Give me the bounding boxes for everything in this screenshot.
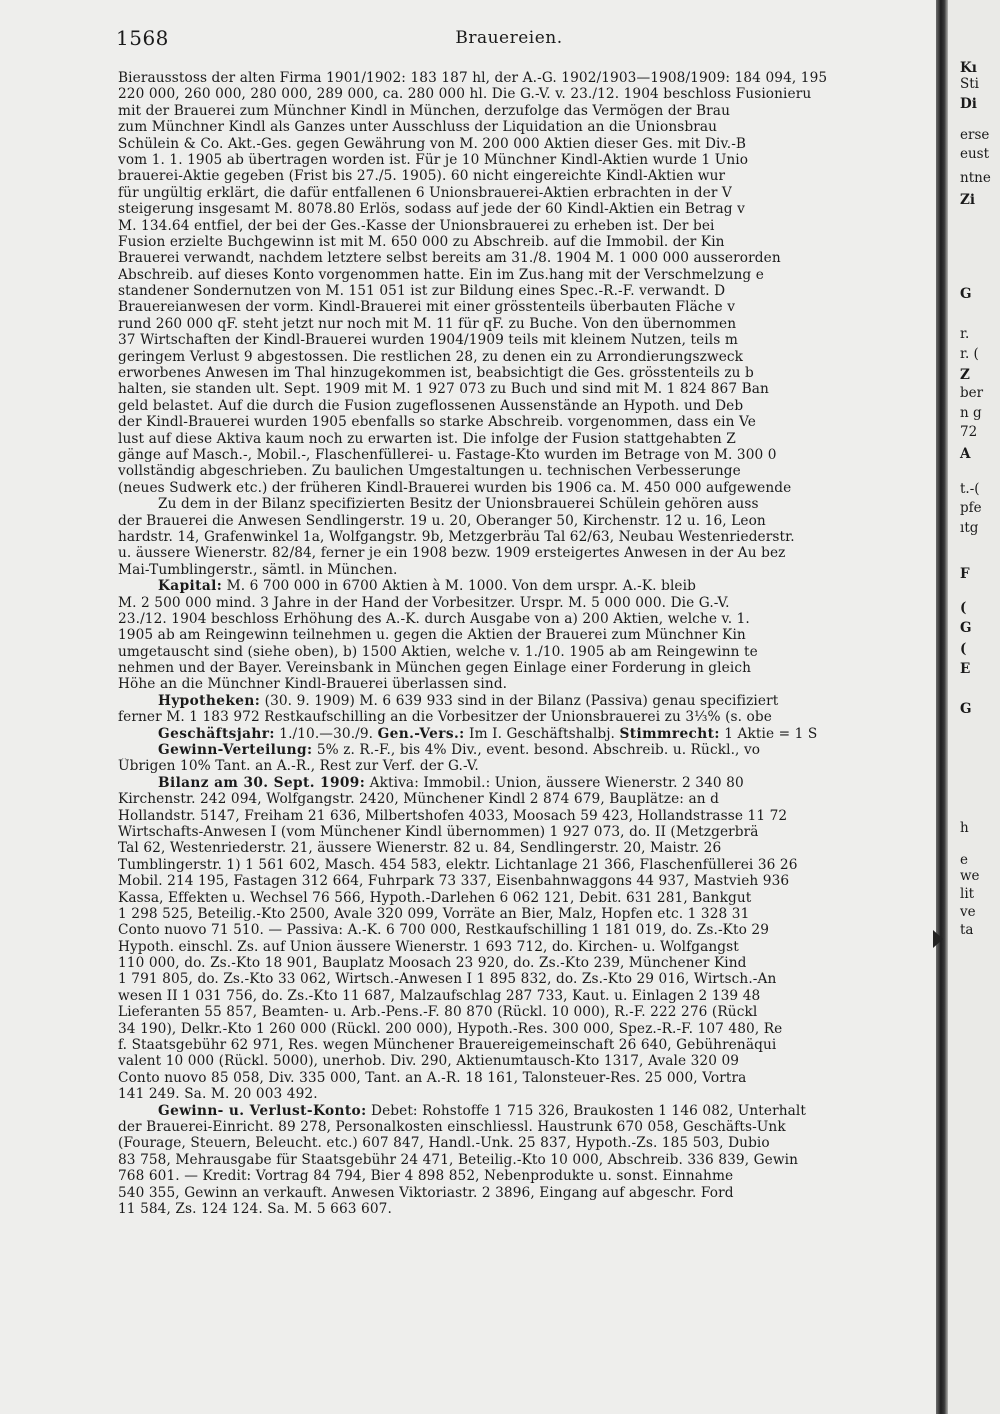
- adjacent-page-edge: [948, 0, 1000, 1414]
- line-text: Übrigen 10% Tant. an A.-R., Rest zur Verf. der G.-V.: [118, 758, 479, 775]
- text-line: [118, 906, 933, 922]
- adjacent-page-fragment: ta: [960, 922, 974, 938]
- text-line: [118, 152, 933, 168]
- line-text: valent 10 000 (Rückl. 5000), unerhob. Div. 290, Aktienumtausch-Kto 1317, Avale 320 09: [118, 1053, 740, 1070]
- text-line: [118, 316, 933, 332]
- line-text: rund 260 000 qF. steht jetzt nur noch mit M. 11 für qF. zu Buche. Von den übernommen: [118, 315, 737, 332]
- text-line: [118, 627, 933, 643]
- line-text: Mai-Tumblingerstr., sämtl. in München.: [118, 561, 398, 578]
- line-text: Tumblingerstr. 1) 1 561 602, Masch. 454 583, elektr. Lichtanlage 21 366, Flaschenfüllerei 36 26: [118, 856, 798, 873]
- adjacent-page-fragment: E: [960, 661, 971, 677]
- text-line: [118, 398, 933, 414]
- line-text: Brauereianwesen der vorm. Kindl-Brauerei mit einer grösstenteils überbauten Fläche v: [118, 299, 736, 316]
- text-line: [118, 365, 933, 381]
- text-line: [118, 1152, 933, 1168]
- adjacent-page-fragment: r. (: [960, 346, 979, 362]
- line-text: 220 000, 260 000, 280 000, 289 000, ca. 280 000 hl. Die G.-V. v. 23./12. 1904 beschloss Fusionieru: [118, 86, 812, 103]
- text-line: [118, 496, 933, 512]
- line-text: standener Sondernutzen von M. 151 051 ist zur Bildung eines Spec.-R.-F. verwandt. D: [118, 283, 726, 300]
- adjacent-page-fragment: (: [960, 641, 967, 657]
- text-line: [118, 1119, 933, 1135]
- text-line: [118, 1070, 933, 1086]
- page-header: [116, 26, 902, 50]
- text-line: [118, 513, 933, 529]
- text-line: [118, 529, 933, 545]
- section-heading: Kapital:: [158, 578, 223, 595]
- line-text: der Brauerei die Anwesen Sendlingerstr. 19 u. 20, Oberanger 50, Kirchenstr. 12 u. 16, Leon: [118, 512, 766, 529]
- section-heading: Geschäftsjahr:: [158, 725, 275, 742]
- text-line: [118, 103, 933, 119]
- line-text: Conto nuovo 85 058, Div. 335 000, Tant. an A.-R. 18 161, Talonsteuer-Res. 25 000, Vortra: [118, 1069, 747, 1086]
- line-text: Brauerei verwandt, nachdem letztere selbst bereits am 31./8. 1904 M. 1 000 000 ausserorden: [118, 250, 781, 267]
- adjacent-page-fragment: we: [960, 868, 980, 884]
- line-text: 34 190), Delkr.-Kto 1 260 000 (Rückl. 200 000), Hypoth.-Res. 300 000, Spez.-R.-F. 107 480, Re: [118, 1020, 783, 1037]
- adjacent-page-fragment: n g: [960, 405, 982, 421]
- adjacent-page-fragment: lit: [960, 886, 975, 902]
- adjacent-page-fragment: erse: [960, 127, 990, 143]
- text-line: [118, 726, 933, 742]
- line-text: Fusion erzielte Buchgewinn ist mit M. 650 000 zu Abschreib. auf die Immobil. der Kin: [118, 233, 725, 250]
- text-line: [118, 676, 933, 692]
- text-line: [118, 1168, 933, 1184]
- line-text: Lieferanten 55 857, Beamten- u. Arb.-Pens.-F. 80 870 (Rückl. 10 000), R.-F. 222 276 (Rückl: [118, 1004, 758, 1021]
- line-text: Wirtschafts-Anwesen I (vom Münchener Kindl übernommen) 1 927 073, do. II (Metzgerbrä: [118, 823, 759, 840]
- text-line: [118, 578, 933, 594]
- adjacent-page-fragment: G: [960, 701, 972, 717]
- running-title: Brauereien.: [455, 28, 563, 48]
- text-line: [118, 119, 933, 135]
- line-text: für ungültig erklärt, die dafür entfallenen 6 Unionsbrauerei-Aktien erbrachten in der V: [118, 184, 732, 201]
- adjacent-page-fragment: Kı: [960, 60, 977, 76]
- line-text: vollständig abgeschrieben. Zu baulichen Umgestaltungen u. technischen Verbesserunge: [118, 463, 741, 480]
- text-line: [118, 299, 933, 315]
- text-line: [118, 185, 933, 201]
- line-text: Kirchenstr. 242 094, Wolfgangstr. 2420, Münchener Kindl 2 874 679, Bauplätze: an d: [118, 791, 719, 808]
- text-line: [118, 939, 933, 955]
- section-heading: Gewinn-Verteilung:: [158, 742, 313, 759]
- adjacent-page-fragment: r.: [960, 326, 970, 342]
- next-page-arrow-icon: [933, 930, 943, 948]
- line-text: 1905 ab am Reingewinn teilnehmen u. gegen die Aktien der Brauerei zum Münchner Kin: [118, 627, 746, 644]
- text-line: [118, 136, 933, 152]
- text-line: [118, 1004, 933, 1020]
- section-heading: Gen.-Vers.:: [377, 725, 465, 742]
- text-line: [118, 873, 933, 889]
- adjacent-page-fragment: A: [960, 446, 971, 462]
- adjacent-page-fragment: Sti: [960, 76, 979, 92]
- text-line: [118, 463, 933, 479]
- text-line: [118, 1185, 933, 1201]
- body-text: [118, 70, 933, 1360]
- line-text: (Fourage, Steuern, Beleucht. etc.) 607 847, Handl.-Unk. 25 837, Hypoth.-Zs. 185 503, Dubio: [118, 1135, 770, 1152]
- line-text: 11 584, Zs. 124 124. Sa. M. 5 663 607.: [118, 1200, 392, 1217]
- line-text: 5% z. R.-F., bis 4% Div., event. besond. Abschreib. u. Rückl., vo: [312, 742, 761, 759]
- line-text: 37 Wirtschaften der Kindl-Brauerei wurden 1904/1909 teils mit kleinem Nutzen, teils m: [118, 332, 738, 349]
- text-line: [118, 70, 933, 86]
- adjacent-page-fragment: pfe: [960, 500, 982, 516]
- line-text: f. Staatsgebühr 62 971, Res. wegen Münchener Brauereigemeinschaft 26 640, Gebührenäqui: [118, 1037, 777, 1054]
- text-line: [118, 234, 933, 250]
- line-text: geringem Verlust 9 abgestossen. Die restlichen 28, zu denen ein zu Arrondierungszweck: [118, 348, 744, 365]
- line-text: 1 Aktie = 1 S: [719, 725, 818, 742]
- line-text: 83 758, Mehrausgabe für Staatsgebühr 24 471, Beteilig.-Kto 10 000, Abschreib. 336 839, Gewin: [118, 1151, 799, 1168]
- line-text: erworbenes Anwesen im Thal hinzugekommen ist, beabsichtigt die Ges. grösstenteils zu b: [118, 365, 754, 382]
- text-line: [118, 1086, 933, 1102]
- adjacent-page-fragment: Di: [960, 96, 977, 112]
- line-text: 768 601. — Kredit: Vortrag 84 794, Bier 4 898 852, Nebenprodukte u. sonst. Einnahme: [118, 1168, 734, 1185]
- section-heading: Stimmrecht:: [619, 725, 720, 742]
- text-line: [118, 414, 933, 430]
- text-line: [118, 890, 933, 906]
- line-text: M. 134.64 entfiel, der bei der Ges.-Kasse der Unionsbrauerei zu erheben ist. Der bei: [118, 217, 715, 234]
- text-line: [118, 988, 933, 1004]
- line-text: halten, sie standen ult. Sept. 1909 mit M. 1 927 073 zu Buch und sind mit M. 1 824 867 Ban: [118, 381, 769, 398]
- adjacent-page-fragment: e: [960, 852, 968, 868]
- text-line: [118, 168, 933, 184]
- text-line: [118, 283, 933, 299]
- adjacent-page-fragment: ıtg: [960, 520, 979, 536]
- text-line: [118, 775, 933, 791]
- text-line: [118, 480, 933, 496]
- section-heading: Gewinn- u. Verlust-Konto:: [158, 1102, 367, 1119]
- text-line: [118, 857, 933, 873]
- line-text: brauerei-Aktie gegeben (Frist bis 27./5. 1905). 60 nicht eingereichte Kindl-Aktien wur: [118, 168, 726, 185]
- text-line: [118, 955, 933, 971]
- text-line: [118, 349, 933, 365]
- text-line: [118, 218, 933, 234]
- text-line: [118, 562, 933, 578]
- adjacent-page-fragment: 72: [960, 424, 978, 440]
- line-text: ferner M. 1 183 972 Restkaufschilling an die Vorbesitzer der Unionsbrauerei zu 3⅓% (s. obe: [118, 709, 772, 726]
- text-line: [118, 545, 933, 561]
- adjacent-page-fragment: (: [960, 600, 967, 616]
- line-text: Conto nuovo 71 510. — Passiva: A.-K. 6 700 000, Restkaufschilling 1 181 019, do. Zs.-Kto 29: [118, 922, 770, 939]
- text-line: [118, 1021, 933, 1037]
- line-text: zum Münchner Kindl als Ganzes unter Ausschluss der Liquidation an die Unionsbrau: [118, 119, 718, 136]
- line-text: steigerung insgesamt M. 8078.80 Erlös, sodass auf jede der 60 Kindl-Aktien ein Betrag v: [118, 201, 745, 218]
- adjacent-page-fragment: F: [960, 566, 970, 582]
- line-text: Zu dem in der Bilanz specifizierten Besitz der Unionsbrauerei Schülein gehören auss: [158, 496, 759, 513]
- line-text: 1./10.—30./9.: [274, 725, 378, 742]
- line-text: u. äussere Wienerstr. 82/84, ferner je ein 1908 bezw. 1909 ersteigertes Anwesen in der Au bez: [118, 545, 786, 562]
- text-line: [118, 709, 933, 725]
- text-line: [118, 332, 933, 348]
- line-text: M. 2 500 000 mind. 3 Jahre in der Hand der Vorbesitzer. Urspr. M. 5 000 000. Die G.-V.: [118, 594, 730, 611]
- text-line: [118, 447, 933, 463]
- line-text: Mobil. 214 195, Fastagen 312 664, Fuhrpark 73 337, Eisenbahnwaggons 44 937, Mastvieh 936: [118, 873, 790, 890]
- text-line: [118, 922, 933, 938]
- book-gutter: [936, 0, 948, 1414]
- adjacent-page-fragment: Z: [960, 367, 970, 383]
- text-line: [118, 840, 933, 856]
- text-line: [118, 201, 933, 217]
- text-line: [118, 431, 933, 447]
- text-line: [118, 644, 933, 660]
- line-text: Aktiva: Immobil.: Union, äussere Wienerstr. 2 340 80: [365, 774, 744, 791]
- adjacent-page-fragment: Zi: [960, 192, 975, 208]
- adjacent-page-fragment: G: [960, 286, 972, 302]
- line-text: lust auf diese Aktiva kaum noch zu erwarten ist. Die infolge der Fusion stattgehabten Z: [118, 430, 736, 447]
- page-number: 1568: [116, 26, 169, 50]
- line-text: M. 6 700 000 in 6700 Aktien à M. 1000. Von dem urspr. A.-K. bleib: [222, 578, 696, 595]
- text-line: [118, 1037, 933, 1053]
- line-text: der Brauerei-Einricht. 89 278, Personalkosten einschliessl. Haustrunk 670 058, Geschäfts-Unk: [118, 1119, 786, 1135]
- line-text: 1 791 805, do. Zs.-Kto 33 062, Wirtsch.-Anwesen I 1 895 832, do. Zs.-Kto 29 016, Wirtsch.-An: [118, 971, 777, 988]
- line-text: vom 1. 1. 1905 ab übertragen worden ist. Für je 10 Münchner Kindl-Aktien wurde 1 Unio: [118, 151, 749, 168]
- line-text: Tal 62, Westenriederstr. 21, äussere Wienerstr. 82 u. 84, Sendlingerstr. 20, Maistr. 26: [118, 840, 722, 857]
- text-line: [118, 824, 933, 840]
- text-line: [118, 611, 933, 627]
- section-heading: Hypotheken:: [158, 692, 261, 709]
- line-text: (30. 9. 1909) M. 6 639 933 sind in der Bilanz (Passiva) genau specifiziert: [260, 692, 779, 709]
- line-text: der Kindl-Brauerei wurden 1905 ebenfalls so starke Abschreib. vorgenommen, dass ein Ve: [118, 414, 756, 431]
- text-line: [118, 693, 933, 709]
- line-text: Debet: Rohstoffe 1 715 326, Braukosten 1 146 082, Unterhalt: [366, 1102, 806, 1119]
- line-text: 540 355, Gewinn an verkauft. Anwesen Viktoriastr. 2 3896, Eingang auf abgeschr. Ford: [118, 1184, 734, 1201]
- text-line: [118, 86, 933, 102]
- adjacent-page-fragment: t.-(: [960, 481, 980, 497]
- text-line: [118, 381, 933, 397]
- line-text: geld belastet. Auf die durch die Fusion zugeflossenen Aussenstände an Hypoth. und Deb: [118, 397, 744, 414]
- line-text: hardstr. 14, Grafenwinkel 1a, Wolfgangstr. 9b, Metzgerbräu Tal 62/63, Neubau Westenriederstr.: [118, 528, 795, 545]
- line-text: nehmen und der Bayer. Vereinsbank in München gegen Einlage einer Forderung in gleich: [118, 660, 752, 677]
- line-text: 141 249. Sa. M. 20 003 492.: [118, 1086, 318, 1103]
- text-line: [118, 1053, 933, 1069]
- line-text: gänge auf Masch.-, Mobil.-, Flaschenfüllerei- u. Fastage-Kto wurden im Betrage von M. 300 0: [118, 446, 777, 463]
- adjacent-page-fragment: h: [960, 820, 969, 836]
- adjacent-page-fragment: eust: [960, 146, 990, 162]
- line-text: Bierausstoss der alten Firma 1901/1902: 183 187 hl, der A.-G. 1902/1903—1908/1909: 184 094, 195: [118, 70, 828, 86]
- section-heading: Bilanz am 30. Sept. 1909:: [158, 774, 366, 791]
- line-text: 1 298 525, Beteilig.-Kto 2500, Avale 320 099, Vorräte an Bier, Malz, Hopfen etc. 1 328 31: [118, 905, 750, 922]
- text-line: [118, 808, 933, 824]
- line-text: 110 000, do. Zs.-Kto 18 901, Bauplatz Moosach 23 920, do. Zs.-Kto 239, Münchener Kind: [118, 955, 747, 972]
- line-text: mit der Brauerei zum Münchner Kindl in München, derzufolge das Vermögen der Brau: [118, 102, 730, 119]
- text-line: [118, 1201, 933, 1217]
- text-line: [118, 250, 933, 266]
- line-text: Schülein & Co. Akt.-Ges. gegen Gewährung von M. 200 000 Aktien dieser Ges. mit Div.-B: [118, 135, 747, 152]
- text-line: [118, 971, 933, 987]
- line-text: (neues Sudwerk etc.) der früheren Kindl-Brauerei wurden bis 1906 ca. M. 450 000 aufgewende: [118, 479, 792, 496]
- line-text: Kassa, Effekten u. Wechsel 76 566, Hypoth.-Darlehen 6 062 121, Debit. 631 281, Bankgut: [118, 889, 752, 906]
- text-line: [118, 758, 933, 774]
- adjacent-page-fragment: ntne: [960, 170, 991, 186]
- text-line: [118, 1135, 933, 1151]
- line-text: Hypoth. einschl. Zs. auf Union äussere Wienerstr. 1 693 712, do. Kirchen- u. Wolfgangst: [118, 938, 739, 955]
- line-text: umgetauscht sind (siehe oben), b) 1500 Aktien, welche v. 1./10. 1905 ab am Reingewinn te: [118, 643, 758, 660]
- adjacent-page-fragment: ber: [960, 385, 984, 401]
- text-line: [118, 791, 933, 807]
- adjacent-page-fragment: ve: [960, 904, 976, 920]
- text-line: [118, 595, 933, 611]
- text-line: [118, 742, 933, 758]
- text-line: [118, 267, 933, 283]
- line-text: Hollandstr. 5147, Freiham 21 636, Milbertshofen 4033, Moosach 59 423, Hollandstrasse 11 72: [118, 807, 788, 824]
- line-text: wesen II 1 031 756, do. Zs.-Kto 11 687, Malzaufschlag 287 733, Kaut. u. Einlagen 2 139 48: [118, 987, 761, 1004]
- line-text: 23./12. 1904 beschloss Erhöhung des A.-K. durch Ausgabe von a) 200 Aktien, welche v. 1.: [118, 610, 750, 627]
- text-line: [118, 660, 933, 676]
- line-text: Abschreib. auf dieses Konto vorgenommen hatte. Ein im Zus.hang mit der Verschmelzung e: [118, 266, 764, 283]
- line-text: Höhe an die Münchner Kindl-Brauerei überlassen sind.: [118, 676, 508, 693]
- text-line: [118, 1103, 933, 1119]
- adjacent-page-fragment: G: [960, 620, 972, 636]
- line-text: Im I. Geschäftshalbj.: [464, 725, 620, 742]
